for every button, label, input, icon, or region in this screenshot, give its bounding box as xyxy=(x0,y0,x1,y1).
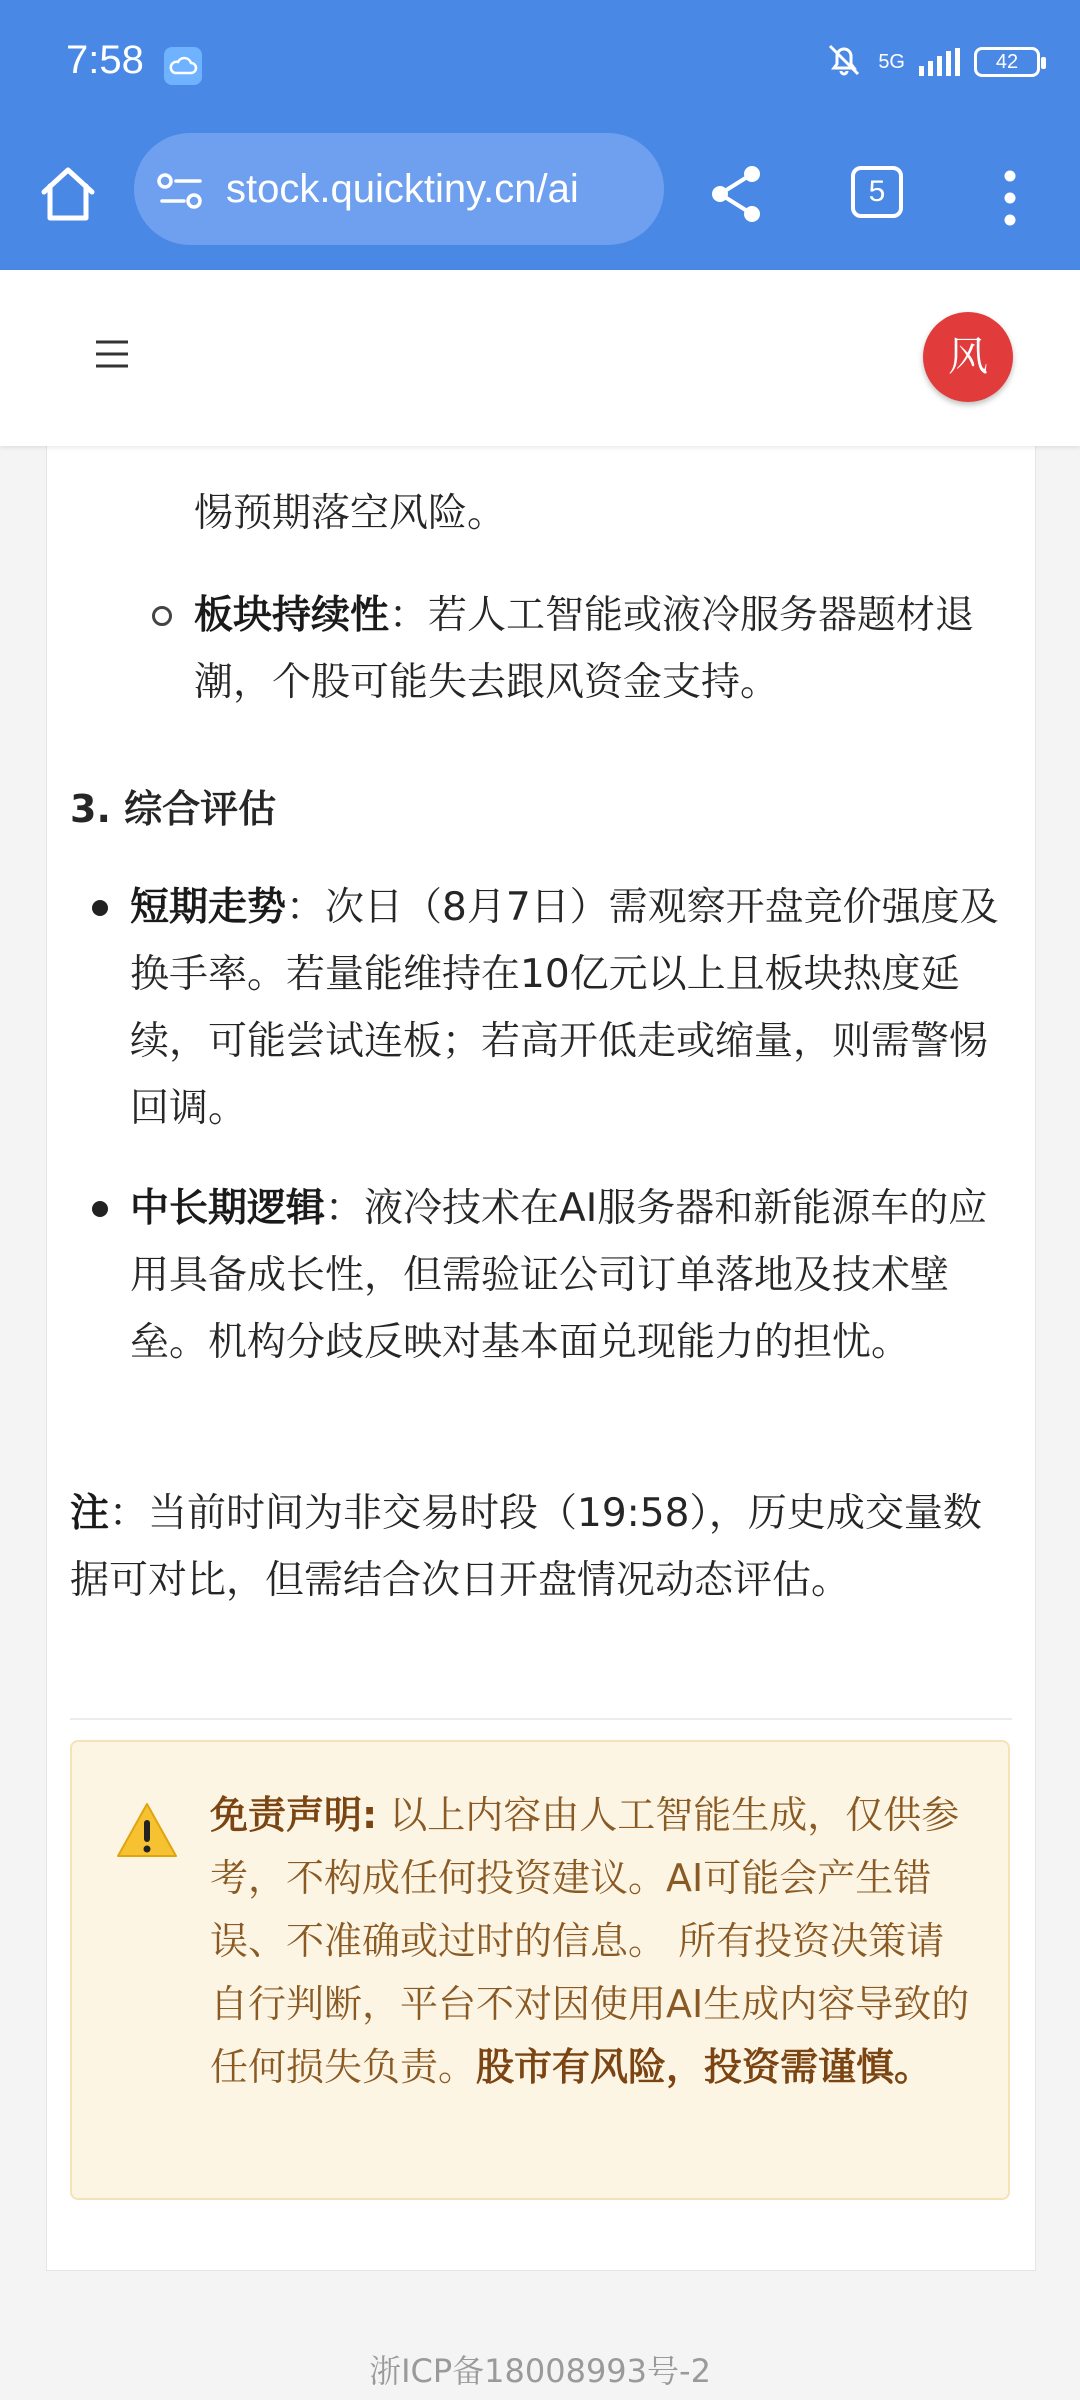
note-paragraph xyxy=(70,1480,1020,1614)
note-text: ：当前时间为非交易时段（19:58），历史成交量数据可对比，但需结合次日开盘情况动态评估。 xyxy=(70,1491,982,1603)
sub-bullet-marker xyxy=(152,606,172,626)
sub-list-item xyxy=(194,480,1014,547)
page-header xyxy=(0,270,1080,446)
sub-item-label: 板块持续性 xyxy=(194,593,390,638)
list-item xyxy=(130,874,1020,1142)
icp-footer[interactable]: 浙ICP备18008993号-2 xyxy=(369,2352,711,2390)
note-label: 注 xyxy=(70,1491,110,1536)
bullet-marker xyxy=(92,900,108,916)
warning-icon xyxy=(114,1800,180,1860)
sub-list-item xyxy=(194,582,1014,716)
hamburger-icon xyxy=(92,334,132,374)
menu-toggle-button[interactable] xyxy=(92,334,132,374)
list-item xyxy=(130,1175,1020,1376)
section-heading: 3. 综合评估 xyxy=(70,787,277,831)
divider xyxy=(70,1718,1012,1720)
bullet-text: ：次日（8月7日）需观察开盘竞价强度及换手率。若量能维持在10亿元以上且板块热度延续，可能尝试连板；若高开低走或缩量，则需警惕回调。 xyxy=(130,885,999,1131)
bullet-text: ：液冷技术在AI服务器和新能源车的应用具备成长性，但需验证公司订单落地及技术壁垒。机构分歧反映对基本面兑现能力的担忧。 xyxy=(130,1186,988,1365)
disclaimer-label: 免责声明: xyxy=(210,1793,378,1837)
disclaimer-text xyxy=(210,1784,970,2099)
battery-level: 42 xyxy=(995,51,1019,73)
disclaimer-emphasis: 股市有风险，投资需谨慎。 xyxy=(476,2045,933,2089)
sub-item-text: ：若人工智能或液冷服务器题材退潮，个股可能失去跟风资金支持。 xyxy=(194,593,975,705)
bullet-marker xyxy=(92,1201,108,1217)
bullet-label: 中长期逻辑 xyxy=(130,1186,326,1231)
disclaimer-body: 以上内容由人工智能生成，仅供参考，不构成任何投资建议。AI可能会产生错误、不准确或过时的信息。 所有投资决策请自行判断，平台不对因使用AI生成内容导致的任何损失负责。 xyxy=(210,1793,970,2089)
url-text: stock.quicktiny.cn/ai xyxy=(226,167,579,211)
tab-switcher-button[interactable]: 5 xyxy=(851,166,903,218)
status-time: 7:58 xyxy=(66,38,144,82)
avatar[interactable]: 风 xyxy=(923,312,1013,402)
sub-item-text: 惕预期落空风险。 xyxy=(194,491,507,536)
bullet-label: 短期走势 xyxy=(130,885,287,930)
disclaimer-box xyxy=(70,1740,1010,2200)
network-type: 5G xyxy=(878,51,905,73)
